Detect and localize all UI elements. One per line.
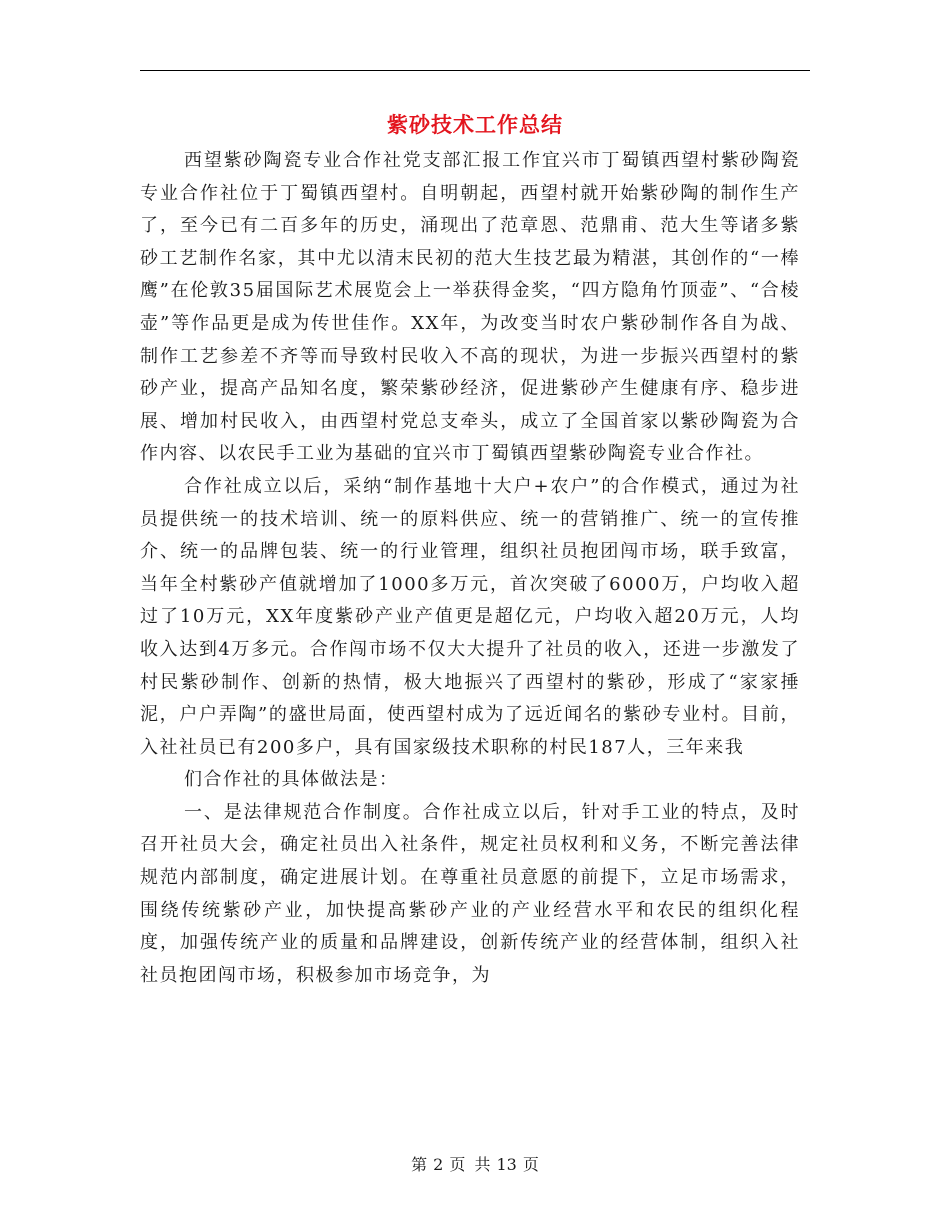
- paragraph-method-one: 一、是法律规范合作制度。合作社成立以后，针对手工业的特点，及时召开社员大会，确定社员出入社条件，规定社员权利和义务，不断完善法律规范内部制度，确定进展计划。在尊重社员意愿的前提下，立足市场需求，围绕传统紫砂产业，加快提高紫砂产业的产业经营水平和农民的组织化程度，加强传统产业的质量和品牌建设，创新传统产业的经营体制，组织入社社员抱团闯市场，积极参加市场竞争，为: [140, 801, 800, 986]
- header-rule: [140, 70, 810, 71]
- document-body: [140, 145, 800, 992]
- paragraph-cooperation: 合作社成立以后，采纳“制作基地十大户+农户”的合作模式，通过为社员提供统一的技术培训、统一的原料供应、统一的营销推广、统一的宣传推介、统一的品牌包装、统一的行业管理，组织社员抱团闯市场，联手致富，当年全村紫砂产值就增加了1000多万元，首次突破了6000万，户均收入超过了10万元，XX年度紫砂产业产值更是超亿元，户均收入超20万元，人均收入达到4万多元。合作闯市场不仅大大提升了社员的收入，还进一步激发了村民紫砂制作、创新的热情，极大地振兴了西望村的紫砂，形成了“家家捶泥，户户弄陶”的盛世局面，使西望村成为了远近闻名的紫砂专业村。目前，入社社员已有200多户，具有国家级技术职称的村民187人，三年来我: [140, 475, 800, 758]
- paragraph-methods-intro: 们合作社的具体做法是：: [184, 769, 399, 791]
- document-title: 紫砂技术工作总结: [387, 113, 563, 137]
- paragraph-intro: 西望紫砂陶瓷专业合作社党支部汇报工作宜兴市丁蜀镇西望村紫砂陶瓷专业合作社位于丁蜀镇西望村。自明朝起，西望村就开始紫砂陶的制作生产了，至今已有二百多年的历史，涌现出了范章恩、范鼎甫、范大生等诸多紫砂工艺制作名家，其中尤以清末民初的范大生技艺最为精湛，其创作的“一棒鹰”在伦敦35届国际艺术展览会上一举获得金奖，“四方隐角竹顶壶”、“合棱壶”等作品更是成为传世佳作。XX年，为改变当时农户紫砂制作各自为战、制作工艺参差不齐等而导致村民收入不高的现状，为进一步振兴西望村的紫砂产业，提高产品知名度，繁荣紫砂经济，促进紫砂产生健康有序、稳步进展、增加村民收入，由西望村党总支牵头，成立了全国首家以紫砂陶瓷为合作内容、以农民手工业为基础的宜兴市丁蜀镇西望紫砂陶瓷专业合作社。: [140, 150, 800, 465]
- footer-total-pages: 13: [496, 1155, 517, 1174]
- footer-middle: 页 共: [449, 1155, 491, 1174]
- footer-suffix: 页: [522, 1155, 539, 1174]
- footer-prefix: 第: [411, 1155, 428, 1174]
- page-footer: [0, 1153, 950, 1177]
- footer-page-number: 2: [433, 1155, 444, 1174]
